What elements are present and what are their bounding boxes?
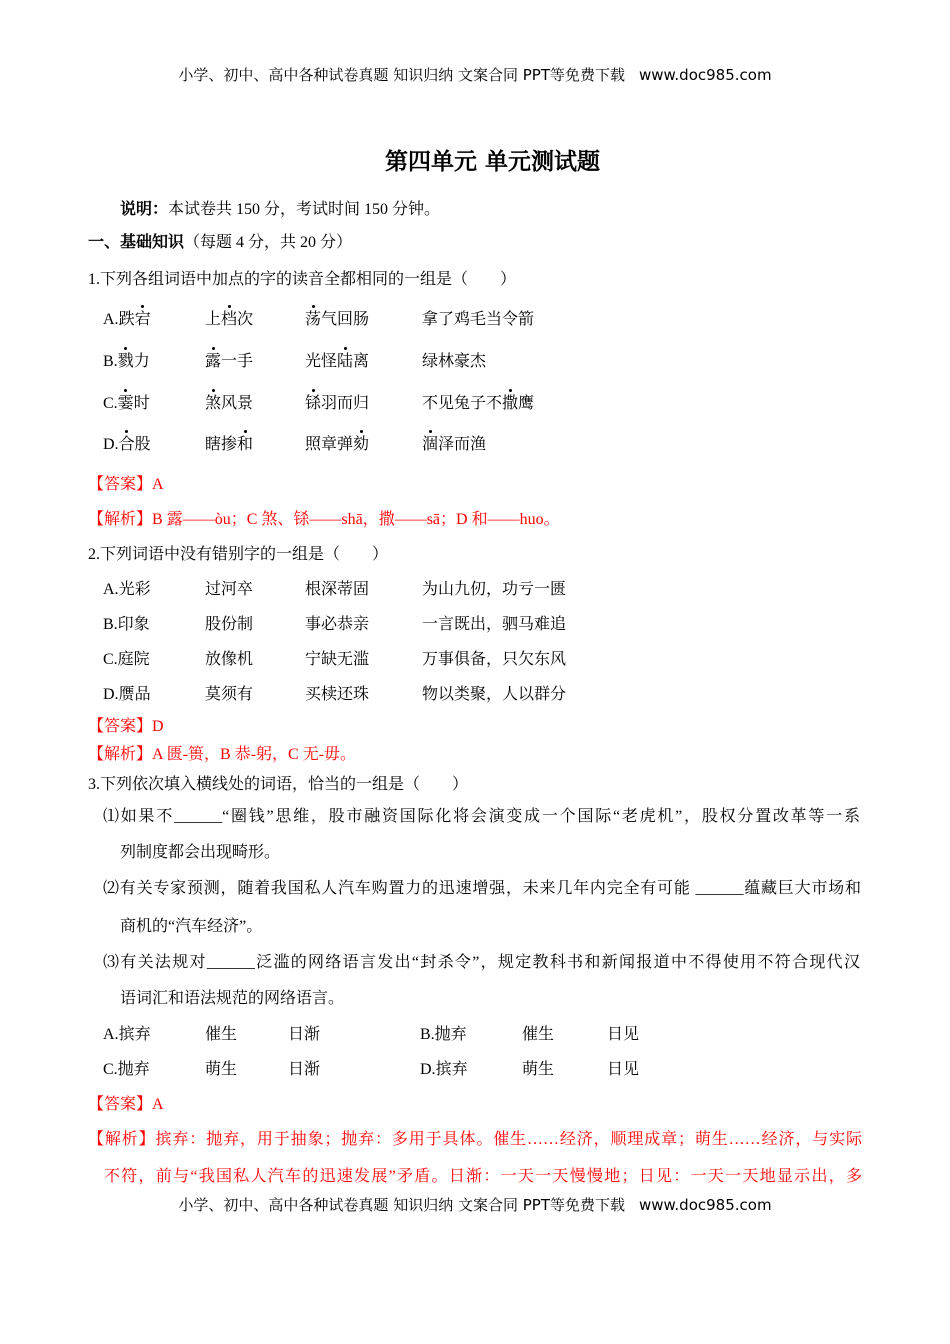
header-url: www.doc985.com — [638, 66, 772, 84]
option-word — [103, 685, 151, 705]
option-label: D. — [103, 436, 119, 453]
question-3-stem: 3.下列依次填入横线处的词语，恰当的一组是（ ） — [88, 776, 469, 793]
dotted-char: 戮 — [117, 353, 134, 370]
question-3-sentence-2-continued: 商机的“汽车经济”。 — [120, 918, 263, 935]
note-label: 说明： — [120, 201, 169, 218]
sentence-text: “圈钱”思维，股市融资国际化将会演变成一个国际“老虎机”，股权分置改革等一系 — [222, 808, 860, 825]
word-text: 风景 — [221, 395, 254, 412]
section-label: 一、基础知识 — [88, 234, 185, 251]
sentence-number: ⑶ — [103, 954, 121, 971]
option-word: 事必恭亲 — [305, 616, 370, 633]
dotted-char: 撒 — [502, 395, 519, 412]
explanation-text: A 匮-篑，B 恭-躬，C 无-毋。 — [152, 746, 357, 763]
option-word — [305, 435, 369, 455]
option-word — [205, 394, 253, 414]
option-label: C. — [103, 651, 118, 668]
option-word: 日渐 — [288, 1026, 321, 1043]
option-word — [103, 1025, 151, 1045]
option-word: 宁缺无滥 — [305, 651, 370, 668]
word-text: 泽而渔 — [438, 436, 487, 453]
question-1-option-b — [0, 352, 950, 372]
sentence-text: 泛滥的网络语言发出“封杀令”，规定教科书和新闻报道中不得使用不符合现代汉 — [254, 954, 860, 971]
sentence-number: ⑵ — [103, 880, 120, 897]
page-footer — [0, 1195, 950, 1215]
word-text: 离 — [353, 353, 370, 370]
footer-url: www.doc985.com — [638, 1196, 772, 1214]
question-2-explanation — [88, 745, 356, 765]
option-word — [205, 352, 253, 372]
word-text: 次 — [237, 311, 254, 328]
option-word — [422, 435, 486, 455]
option-word: 萌生 — [522, 1061, 555, 1078]
answer-value: D — [152, 718, 164, 735]
word-text: 庭院 — [117, 651, 150, 668]
option-word — [420, 1025, 467, 1045]
word-text: 力 — [133, 353, 150, 370]
dotted-char: 合 — [118, 436, 135, 453]
question-1-explanation — [88, 510, 560, 530]
question-3-sentence-3 — [103, 953, 860, 973]
question-3-options-cd — [0, 1060, 950, 1080]
dotted-char: 煞 — [205, 395, 222, 412]
word-text: 股 — [134, 436, 151, 453]
sentence-number: ⑴ — [103, 808, 121, 825]
question-1-option-a — [0, 310, 950, 330]
word-text: 跌 — [118, 311, 135, 328]
word-text: 气回肠 — [321, 311, 370, 328]
section-detail: （每题 4 分，共 20 分） — [184, 234, 353, 251]
dotted-char: 档 — [221, 311, 238, 328]
answer-value: A — [152, 1096, 164, 1113]
option-word — [103, 352, 150, 372]
dotted-char: 和 — [237, 436, 254, 453]
dotted-char: 铩 — [305, 395, 322, 412]
question-2-answer — [88, 717, 164, 737]
word-text: 光怪 — [305, 353, 338, 370]
question-3-sentence-1 — [103, 807, 860, 827]
option-word: 莫须有 — [205, 686, 254, 703]
header-text: 小学、初中、高中各种试卷真题 知识归纳 文案合同 PPT等免费下载 — [178, 66, 625, 84]
option-word — [422, 394, 534, 414]
question-2-option-d — [0, 685, 950, 705]
dotted-char: 陆 — [337, 353, 354, 370]
option-word — [305, 352, 369, 372]
question-1-option-d — [0, 435, 950, 455]
option-word: 万事俱备，只欠东风 — [422, 651, 567, 668]
question-2-option-a — [0, 580, 950, 600]
question-3-answer — [88, 1095, 164, 1115]
sentence-text: 如果不 — [120, 808, 175, 825]
question-2-stem: 2.下列词语中没有错别字的一组是（ ） — [88, 546, 389, 563]
option-label: C. — [103, 1061, 118, 1078]
option-word: 萌生 — [205, 1061, 238, 1078]
option-word — [305, 394, 369, 414]
option-word: 催生 — [522, 1026, 555, 1043]
option-word: 为山九仞，功亏一匮 — [422, 581, 567, 598]
option-label: A. — [103, 581, 119, 598]
explanation-text: 摈弃：抛弃，用于抽象；抛弃：多用于具体。催生……经济，顺理成章；萌生……经济，与实际 — [155, 1131, 862, 1148]
option-label: D. — [103, 686, 119, 703]
option-word: 过河卒 — [205, 581, 254, 598]
question-3-sentence-2 — [103, 879, 861, 899]
word-text: 鹰 — [518, 395, 535, 412]
option-word — [103, 650, 150, 670]
question-3-explanation-continued: 不符，前与“我国私人汽车的迅速发展”矛盾。日渐：一天一天慢慢地；日见：一天一天地显示出，多 — [104, 1168, 862, 1185]
option-word — [103, 394, 150, 414]
word-text: 赝品 — [118, 686, 151, 703]
option-label: B. — [103, 353, 118, 370]
question-1-answer — [88, 475, 164, 495]
word-text: 抛弃 — [434, 1026, 467, 1043]
answer-label: 【答案】 — [88, 476, 153, 493]
footer-text: 小学、初中、高中各种试卷真题 知识归纳 文案合同 PPT等免费下载 — [178, 1196, 625, 1214]
option-word: 股份制 — [205, 616, 254, 633]
explanation-label: 【解析】 — [88, 746, 153, 763]
answer-label: 【答案】 — [88, 1096, 153, 1113]
option-word: 日见 — [607, 1026, 640, 1043]
question-3-sentence-3-continued: 语词汇和语法规范的网络语言。 — [120, 990, 345, 1007]
word-text: 摈弃 — [118, 1026, 151, 1043]
option-word: 放像机 — [205, 651, 254, 668]
word-text: 一手 — [221, 353, 254, 370]
sentence-text: 有关专家预测，随着我国私人汽车购置力的迅速增强，未来几年内完全有可能 — [119, 880, 696, 897]
exam-note — [120, 200, 440, 220]
section-heading — [88, 233, 352, 253]
option-word: 一言既出，驷马难追 — [422, 616, 567, 633]
explanation-label: 【解析】 — [88, 1131, 156, 1148]
sentence-text: 有关法规对 — [120, 954, 207, 971]
option-word: 根深蒂固 — [305, 581, 370, 598]
option-word: 催生 — [205, 1026, 238, 1043]
option-label: A. — [103, 311, 119, 328]
word-text: 印象 — [117, 616, 150, 633]
word-text: 摈弃 — [435, 1061, 468, 1078]
answer-label: 【答案】 — [88, 718, 153, 735]
option-word — [103, 310, 151, 330]
dotted-char: 劾 — [353, 436, 370, 453]
option-word: 物以类聚，人以群分 — [422, 686, 567, 703]
option-label: A. — [103, 1026, 119, 1043]
option-word: 买椟还珠 — [305, 686, 370, 703]
word-text: 不见兔子不 — [422, 395, 503, 412]
fill-blank: ______ — [174, 808, 223, 825]
option-word: 日渐 — [288, 1061, 321, 1078]
answer-value: A — [152, 476, 164, 493]
dotted-char: 露 — [205, 353, 222, 370]
option-label: B. — [420, 1026, 435, 1043]
explanation-label: 【解析】 — [88, 511, 153, 528]
page-title: 第四单元 单元测试题 — [385, 149, 601, 175]
word-text: 羽而归 — [321, 395, 370, 412]
page-header — [0, 65, 950, 85]
fill-blank: ______ — [695, 880, 744, 897]
question-2-option-b — [0, 615, 950, 635]
option-word — [103, 1060, 150, 1080]
question-3-explanation — [88, 1130, 862, 1150]
dotted-char: 荡 — [305, 311, 322, 328]
word-text: 光彩 — [118, 581, 151, 598]
option-word: 绿林豪杰 — [422, 353, 487, 370]
option-word — [103, 580, 151, 600]
option-word — [205, 435, 253, 455]
dotted-char: 霎 — [117, 395, 134, 412]
word-text: 抛弃 — [117, 1061, 150, 1078]
option-word: 日见 — [607, 1061, 640, 1078]
option-label: C. — [103, 395, 118, 412]
dotted-char: 宕 — [134, 311, 151, 328]
question-3-options-ab — [0, 1025, 950, 1045]
word-text: 时 — [133, 395, 150, 412]
question-1-stem: 1.下列各组词语中加点的字的读音全都相同的一组是（ ） — [88, 271, 517, 288]
question-2-option-c — [0, 650, 950, 670]
option-word — [305, 310, 369, 330]
sentence-text: 蕴藏巨大市场和 — [743, 880, 861, 897]
option-word: 拿了鸡毛当令箭 — [422, 311, 535, 328]
question-1-option-c — [0, 394, 950, 414]
dotted-char: 涸 — [422, 436, 439, 453]
question-3-sentence-1-continued: 列制度都会出现畸形。 — [120, 844, 281, 861]
word-text: 照章弹 — [305, 436, 354, 453]
fill-blank: ______ — [206, 954, 255, 971]
note-text: 本试卷共 150 分，考试时间 150 分钟。 — [168, 201, 441, 218]
option-word — [103, 615, 150, 635]
option-word — [420, 1060, 468, 1080]
explanation-text: B 露——òu；C 煞、铩——shā，撒——sā；D 和——huo。 — [152, 511, 560, 528]
option-word — [205, 310, 253, 330]
option-label: D. — [420, 1061, 436, 1078]
word-text: 上 — [205, 311, 222, 328]
option-label: B. — [103, 616, 118, 633]
option-word — [103, 435, 151, 455]
word-text: 瞎掺 — [205, 436, 238, 453]
